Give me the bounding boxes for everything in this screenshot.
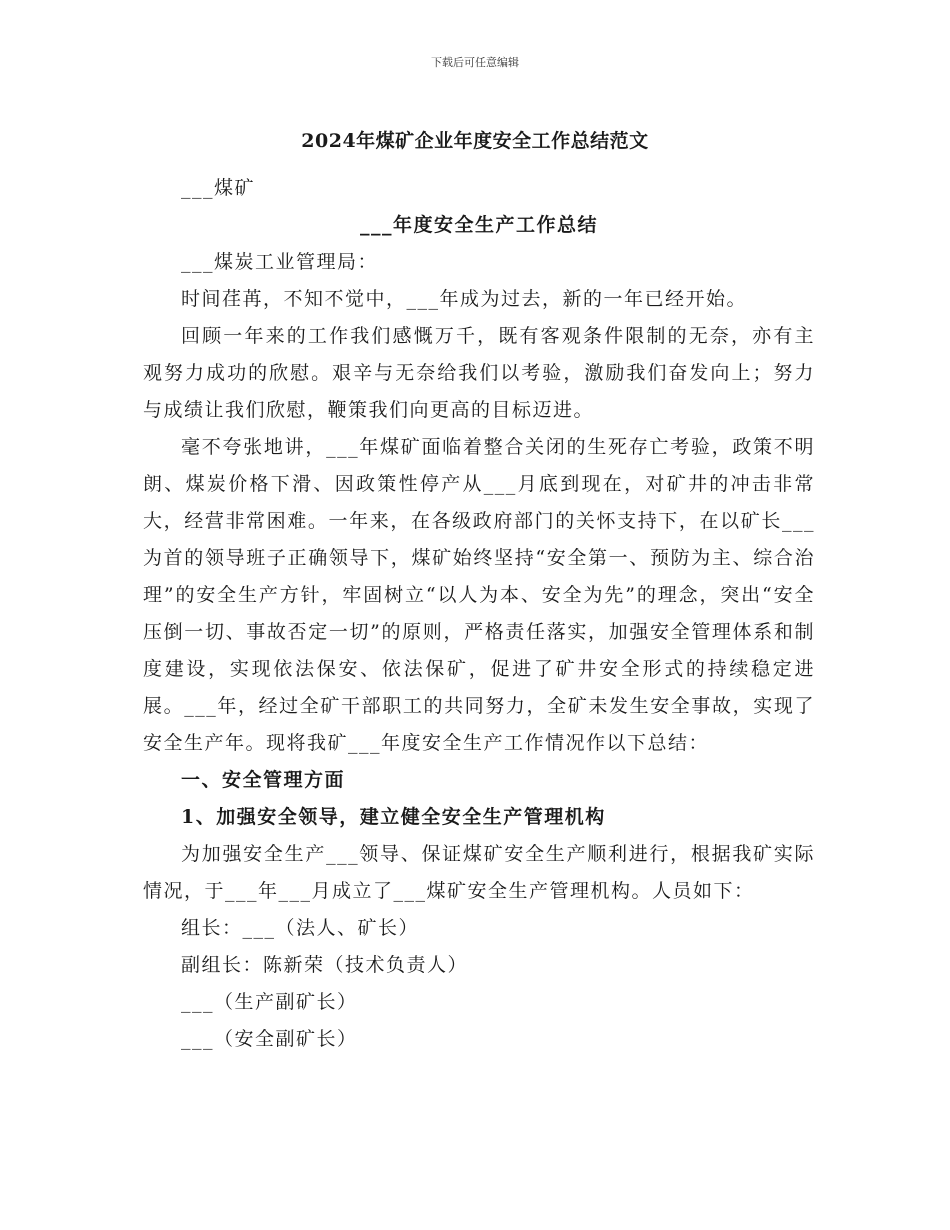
list-item: 副组长：陈新荣（技术负责人） [181,954,469,976]
header-note: 下载后可任意编辑 [431,56,519,69]
paragraph-summary: 毫不夸张地讲，___年煤矿面临着整合关闭的生死存亡考验，政策不明朗、煤炭价格下滑、因政策性停产从___月底到现在，对矿井的冲击非常大，经营非常困难。一年来，在各级政府部门的关怀支持下，在以矿长___为首的领导班子正确领导下，煤矿始终坚持“安全第一、预防为主、综合治理”的安全生产方针，牢固树立“以人为本、安全为先”的理念，突出“安全压倒一切、事故否定一切”的原则，严格责任落实，加强安全管理体系和制度建设，实现依法保安、依法保矿，促进了矿井安全形式的持续稳定进展。___年，经过全矿干部职工的共同努力，全矿未发生安全事故，实现了安全生产年。现将我矿___年度安全生产工作情况作以下总结： [143,436,815,754]
paragraph-organization: 为加强安全生产___领导、保证煤矿安全生产顺利进行，根据我矿实际情况，于___年___月成立了___煤矿安全生产管理机构。人员如下： [143,843,815,902]
document-title: 2024年煤矿企业年度安全工作总结范文 [301,130,649,152]
salutation: ___煤炭工业管理局： [181,251,379,273]
list-item: ___（安全副矿长） [181,1028,358,1050]
paragraph-review: 回顾一年来的工作我们感慨万千，既有客观条件限制的无奈，亦有主观努力成功的欣慰。艰辛与无奈给我们以考验，激励我们奋发向上；努力与成绩让我们欣慰，鞭策我们向更高的目标迈进。 [143,325,815,421]
subsection-heading-1-1: 1、加强安全领导，建立健全安全生产管理机构 [181,806,606,828]
section-heading-1: 一、安全管理方面 [181,769,346,791]
list-item: 组长：___（法人、矿长） [181,917,420,939]
paragraph-opening: 时间荏苒，不知不觉中，___年成为过去，新的一年已经开始。 [181,288,748,310]
document-body [143,170,815,1058]
list-item: ___（生产副矿长） [181,991,358,1013]
mine-name-line: ___煤矿 [181,177,256,199]
report-subtitle: ___年度安全生产工作总结 [359,214,598,236]
